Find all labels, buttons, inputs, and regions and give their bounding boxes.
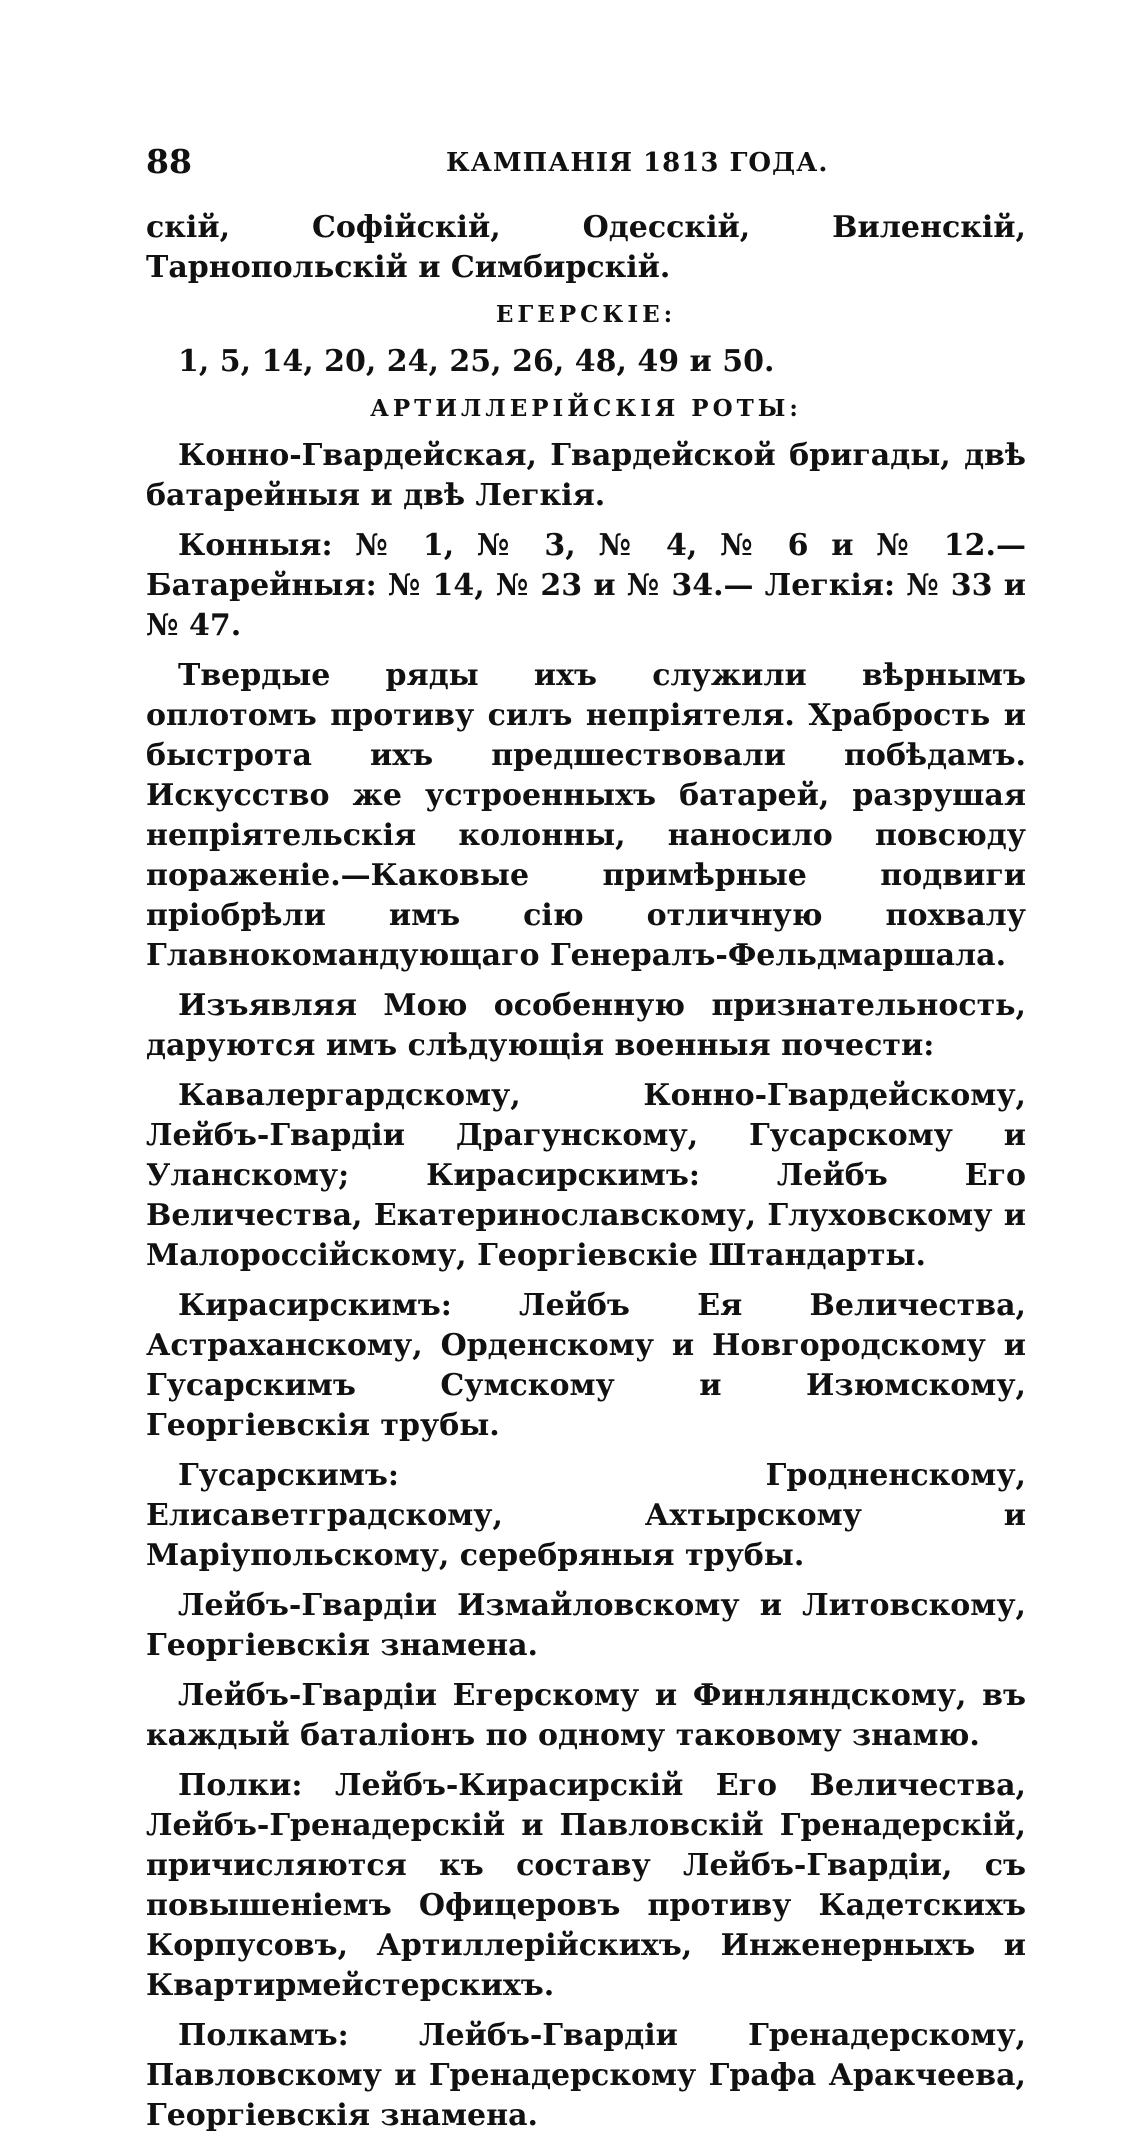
paragraph: Лейбъ-Гвардіи Измайловскому и Литовскому, Георгіевскія знамена. [146,1588,1026,1663]
paragraph: Изъявляя Мою особенную признательность, даруются имъ слѣдующія военныя почести: [146,988,1026,1063]
page-header [146,142,1016,186]
paragraph: Полки: Лейбъ-Кирасирскій Его Величества, Лейбъ-Гренадерскій и Павловскій Гренадерскій, причисляются къ составу Лейбъ-Гвардіи, съ повышеніемъ Офицеровъ противу Кадетскихъ Корпусовъ, Артиллерійскихъ, Инженерныхъ и Квартирмейстерскихъ. [146,1768,1026,2003]
paragraph: Полкамъ: Лейбъ-Гвардіи Гренадерскому, Павловскому и Гренадерскому Графа Аракчеева, Георгіевскія знамена. [146,2018,1026,2133]
running-title: КАМПАНIЯ 1813 ГОДА. [446,148,829,178]
section-heading: ЕГЕРСКІЕ: [495,301,677,328]
paragraph: скій, Софійскій, Одесскій, Виленскій, Тарнопольскій и Симбирскій. [146,210,1026,285]
paragraph: Лейбъ-Гвардіи Егерскому и Финляндскому, въ каждый баталіонъ по одному таковому знамю. [146,1678,1026,1753]
paragraph: Гусарскимъ: Гродненскому, Елисаветградскому, Ахтырскому и Маріупольскому, серебряныя трубы. [146,1458,1026,1573]
paragraph: Кавалергардскому, Конно-Гвардейскому, Лейбъ-Гвардіи Драгунскому, Гусарскому и Уланскому; Кирасирскимъ: Лейбъ Его Величества, Екатеринославскому, Глуховскому и Малороссійскому, Георгіевскіе Штандарты. [146,1078,1026,1273]
paragraph: Конныя: № 1, № 3, № 4, № 6 и № 12.—Батарейныя: № 14, № 23 и № 34.— Легкія: № 33 и № 47. [146,528,1026,643]
paragraph: Твердые ряды ихъ служили вѣрнымъ оплотомъ противу силъ непріятеля. Храбрость и быстрота ихъ предшествовали побѣдамъ. Искусство же устроенныхъ батарей, разрушая непріятельскія колонны, наносило повсюду пораженіе.—Каковые примѣрные подвиги пріобрѣли имъ сію отличную похвалу Главнокомандующаго Генералъ-Фельдмаршала. [146,658,1026,973]
page-number: 88 [146,142,192,181]
paragraph: 1, 5, 14, 20, 24, 25, 26, 48, 49 и 50. [178,344,775,379]
page-body [146,208,1026,2146]
paragraph: Кирасирскимъ: Лейбъ Ея Величества, Астраханскому, Орденскому и Новгородскому и Гусарскимъ Сумскому и Изюмскому, Георгіевскія трубы. [146,1288,1026,1443]
paragraph: Конно-Гвардейская, Гвардейской бригады, двѣ батарейныя и двѣ Легкія. [146,438,1026,513]
section-heading: АРТИЛЛЕРІЙСКІЯ РОТЫ: [370,395,802,422]
